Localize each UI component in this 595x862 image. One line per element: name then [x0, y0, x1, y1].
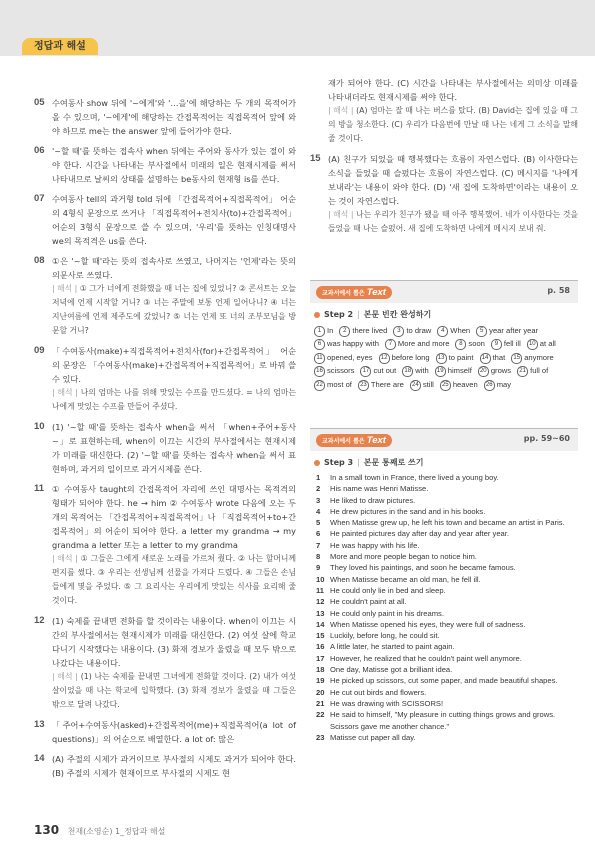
sentence-line	[316, 506, 572, 517]
choice-number: 17	[360, 366, 371, 377]
answer-choice	[314, 378, 352, 391]
page-reference: pp. 59~60	[523, 434, 570, 443]
choice-text: More and more	[397, 339, 450, 349]
choice-number: 15	[511, 353, 522, 364]
sentence-number: 12	[316, 597, 325, 607]
choice-text: When	[450, 326, 471, 335]
sentence-line	[316, 540, 572, 551]
answer-item	[310, 152, 578, 236]
item-number: 05	[34, 97, 45, 108]
choice-number: 4	[437, 326, 448, 337]
sentence-number: 16	[316, 642, 325, 652]
item-number: 06	[34, 145, 45, 156]
choice-number: 13	[436, 353, 447, 364]
sentence-number: 20	[316, 687, 325, 697]
sentence-number: 13	[316, 608, 325, 618]
sentence-number: 21	[316, 698, 325, 708]
sentence-text: He couldn't paint at all.	[330, 597, 407, 607]
choice-text: was happy with	[327, 339, 379, 349]
item-number: 08	[34, 255, 45, 266]
answer-item	[34, 420, 296, 476]
sentence-line	[316, 495, 572, 506]
choice-text: cut out	[373, 366, 397, 376]
choice-text: with	[415, 366, 429, 376]
choice-text: scissors	[327, 366, 355, 376]
answer-choice	[484, 378, 511, 391]
page-footer	[34, 823, 165, 837]
page-reference: p. 58	[547, 286, 570, 295]
answer-text: 수여동사 show 뒤에 '~에게'와 '…을'에 해당하는 두 개의 목적어가 올 수 있으며, '~에게'에 해당하는 간접목적어는 직접목적어 앞에 와야 하므로 me는 the answer 앞에 들어가야 한다.	[52, 98, 296, 136]
sentence-text: He could only lie in bed and sleep.	[330, 585, 446, 595]
step-heading: Step 3 | 본문 통째로 쓰기	[314, 457, 578, 468]
answer-choice	[527, 337, 556, 350]
choice-text: opened, eyes	[327, 352, 373, 362]
choice-text: there lived	[352, 326, 388, 335]
sentence-text: He could only paint in his dreams.	[330, 608, 444, 618]
sentence-text: However, he realized that he couldn't paint well anymore.	[330, 653, 522, 663]
answer-text: (A) 주절의 시제가 과거이므로 부사절의 시제도 과거가 되어야 한다. (B) 주절의 시제가 현재이므로 부사절의 시제도 현	[52, 754, 296, 778]
sentence-number: 9	[316, 563, 321, 573]
choice-number: 23	[358, 380, 369, 391]
item-number: 09	[34, 345, 45, 356]
sentence-number: 5	[316, 518, 321, 528]
sentence-line	[316, 732, 572, 743]
answer-item	[34, 254, 296, 338]
translation: | 해석 | 나는 우리가 친구가 됐을 때 아주 행복했어. 네가 이사한다는 것을 들었을 때 나는 슬펐어. 새 집에 도착하면 나에게 메시지 보내 줘.	[328, 210, 578, 233]
sentence-line	[316, 653, 572, 664]
sentence-text: He drew pictures in the sand and in his books.	[330, 506, 486, 516]
answer-item	[34, 344, 296, 414]
choice-text: year after year	[489, 326, 539, 335]
answer-choice	[480, 351, 506, 364]
choice-number: 21	[517, 366, 528, 377]
choice-number: 20	[478, 366, 489, 377]
answer-text: 「수여동사(make)+직접목적어+전치사(for)+간접목적어」 어순의 문장은 「수여동사(make)+간접목적어+직접목적어」로 바꿔 쓸 수 있다.	[52, 346, 296, 384]
choice-number: 18	[402, 366, 413, 377]
answer-choices	[310, 324, 578, 391]
answer-choice	[436, 351, 474, 364]
choice-text: There are	[370, 379, 404, 389]
choice-number: 5	[476, 326, 487, 337]
sentence-number: 3	[316, 495, 321, 505]
translation: | 해석 | (A) 엄마는 잘 때 나는 버스를 탔다. (B) David는 집에 있을 때 그의 방을 청소한다. (C) 우리가 다음번에 만날 때 나는 네게 그 소식을 말해 줄 것이다.	[328, 106, 578, 143]
choice-number: 16	[314, 366, 325, 377]
answer-choice	[410, 378, 434, 391]
answer-choice	[314, 324, 333, 337]
choice-text: fell ill	[503, 339, 521, 349]
sentence-list	[310, 472, 578, 743]
item-number: 13	[34, 719, 45, 730]
choice-number: 8	[455, 339, 466, 350]
answer-item	[34, 752, 296, 780]
answer-text: (1) '~할 때'를 뜻하는 접속사 when을 써서 「when+주어+동사 ~」로 표현하는데, when이 이끄는 시간의 부사절에서는 현재시제가 미래를 대신한다. (2) '~할 때'를 뜻하는 접속사 when을 써서 표현하며, 과거의 일이므로 과거시제를 쓴다.	[52, 422, 296, 474]
answer-item	[34, 192, 296, 248]
choice-text: at all	[539, 339, 556, 349]
sentence-line	[316, 585, 572, 596]
sentence-text: He cut out birds and flowers.	[330, 687, 427, 697]
box-header	[310, 429, 578, 451]
sentence-number: 2	[316, 484, 321, 494]
choice-text: before long	[391, 352, 430, 362]
answer-choice	[478, 364, 511, 377]
item-number: 15	[310, 153, 321, 164]
choice-number: 3	[393, 326, 404, 337]
sentence-line	[316, 574, 572, 585]
textbook-badge: 교과서에서 뽑은 Text	[316, 434, 392, 447]
answer-choice	[393, 324, 431, 337]
sentence-text: A little later, he started to paint again.	[330, 642, 455, 652]
sentence-line	[316, 596, 572, 607]
sentence-line	[316, 562, 572, 573]
answer-choice	[437, 324, 470, 337]
sentence-line	[316, 551, 572, 562]
sentence-line	[316, 517, 572, 528]
item-number: 14	[34, 753, 45, 764]
choice-number: 22	[314, 380, 325, 391]
sentence-number: 4	[316, 506, 321, 516]
choice-text: to draw	[406, 326, 432, 335]
sentence-text: He liked to draw pictures.	[330, 495, 416, 505]
bullet-icon	[314, 312, 320, 318]
answer-choice	[435, 364, 472, 377]
choice-number: 10	[527, 339, 538, 350]
choice-text: heaven	[452, 379, 478, 389]
text-box-step2	[310, 280, 578, 427]
answer-text: 「주어+수여동사(asked)+간접목적어(me)+직접목적어(a lot of questions)」의 어순으로 배열한다. a lot of: 많은	[52, 720, 296, 744]
sentence-text: He was drawing with SCISSORS!	[330, 698, 444, 708]
sentence-text: More and more people began to notice him.	[330, 552, 477, 562]
answer-choice	[379, 351, 430, 364]
answer-item	[34, 614, 296, 712]
answer-choice	[314, 337, 379, 350]
answer-choice	[517, 364, 548, 377]
sentence-text: He picked up scissors, cut some paper, and made beautiful shapes.	[330, 676, 558, 686]
choice-text: that	[492, 352, 506, 362]
answer-choice	[360, 364, 396, 377]
item-number: 12	[34, 615, 45, 626]
answer-item	[34, 482, 296, 608]
textbook-badge: 교과서에서 뽑은 Text	[316, 286, 392, 299]
header-band	[0, 0, 595, 56]
answer-text: ①은 '~할 때'라는 뜻의 접속사로 쓰였고, 나머지는 '언제'라는 뜻의 의문사로 쓰였다.	[52, 256, 296, 280]
answer-choice	[440, 378, 478, 391]
choice-text: most of	[327, 379, 352, 389]
sentence-line	[316, 675, 572, 686]
sentence-text: One day, Matisse got a brilliant idea.	[330, 665, 453, 675]
sentence-number: 1	[316, 473, 321, 482]
choice-text: may	[496, 379, 512, 389]
answer-choice	[511, 351, 554, 364]
choice-number: 24	[410, 380, 421, 391]
sentence-text: He painted pictures day after day and year after year.	[330, 529, 509, 539]
answer-text: '~할 때'를 뜻하는 접속사 when 뒤에는 주어와 동사가 있는 절이 와야 한다. 시간을 나타내는 부사절에서 미래의 일은 현재시제를 써서 나타내므로 날씨의 상태를 설명하는 be동사의 현재형 is를 쓴다.	[52, 146, 296, 184]
choice-text: soon	[468, 339, 485, 349]
answer-choice	[455, 337, 484, 350]
sentence-number: 15	[316, 631, 325, 641]
translation: | 해석 | 나의 엄마는 나를 위해 맛있는 수프를 만드셨다. = 나의 엄마는 나에게 맛있는 수프를 만들어 주셨다.	[52, 388, 296, 411]
answer-text: 수여동사 tell의 과거형 told 뒤에 「간접목적어+직접목적어」 어순의 4형식 문장으로 쓰거나 「직접목적어+전치사(to)+간접목적어」 어순의 3형식 문장으로 쓸 수 있으며, '우리'를 뜻하는 인칭대명사 we의 목적격은 us를 쓴다.	[52, 194, 296, 246]
choice-number: 6	[314, 339, 325, 350]
sentence-text: When Matisse opened his eyes, they were full of sadness.	[330, 619, 526, 629]
choice-number: 19	[435, 366, 446, 377]
choice-text: anymore	[524, 352, 554, 362]
sentence-text: In a small town in France, there lived a young boy.	[330, 473, 499, 482]
answer-choice	[314, 351, 373, 364]
bullet-icon	[314, 460, 320, 466]
choice-number: 26	[484, 380, 495, 391]
translation: | 해석 | (1) 나는 숙제를 끝내면 그녀에게 전화할 것이다. (2) 내가 여섯 살이었을 때 나는 학교에 입학했다. (3) 화재 경보가 울렸을 때 그들은 밖으로 달려 나갔다.	[52, 672, 296, 709]
sentence-text: His name was Henri Matisse.	[330, 484, 429, 494]
section-tab: 정답과 해설	[22, 38, 98, 55]
answer-item	[34, 144, 296, 186]
choice-number: 14	[480, 353, 491, 364]
sentence-text: He was happy with his life.	[330, 540, 420, 550]
sentence-line	[316, 528, 572, 539]
item-number: 07	[34, 193, 45, 204]
sentence-number: 18	[316, 665, 325, 675]
sentence-text: When Matisse grew up, he left his town and became an artist in Paris.	[330, 518, 565, 528]
answer-choice	[491, 337, 521, 350]
choice-text: In	[327, 326, 334, 335]
sentence-number: 11	[316, 585, 325, 595]
answer-choice	[314, 364, 354, 377]
sentence-number: 17	[316, 653, 325, 663]
choice-number: 7	[385, 339, 396, 350]
item-number: 11	[34, 483, 45, 494]
answer-text: (1) 숙제를 끝내면 전화를 할 것이라는 내용이다. when이 이끄는 시간의 부사절에서는 현재시제가 미래를 대신한다. (2) 여섯 살에 학교 다니기 시작했다는 내용이다. (3) 화재 경보가 울렸을 때 모두 밖으로 나갔다는 내용이다.	[52, 616, 296, 668]
right-column	[310, 76, 578, 242]
sentence-line	[316, 630, 572, 641]
sentence-number: 23	[316, 732, 325, 742]
answer-text: 재가 되어야 한다. (C) 시간을 나타내는 부사절에서는 의미상 미래를 나타내더라도 현재시제를 써야 한다.	[328, 78, 578, 102]
sentence-text: They loved his paintings, and soon he became famous.	[330, 563, 516, 573]
sentence-number: 22	[316, 710, 325, 720]
choice-text: to paint	[448, 352, 474, 362]
choice-number: 12	[379, 353, 390, 364]
text-box-step3	[310, 428, 578, 809]
sentence-line	[316, 641, 572, 652]
answer-choice	[339, 324, 387, 337]
translation: | 해석 | ① 그가 너에게 전화했을 때 너는 집에 있었니? ② 콘서트는 오늘 저녁에 언제 시작할 거니? ③ 너는 주말에 보통 언제 일어나니? ④ 너는 지난여름에 언제 제주도에 갔었니? ⑤ 너는 언제 또 너의 조부모님을 방문할 거니?	[52, 284, 297, 335]
sentence-line	[316, 483, 572, 494]
page-number: 130	[34, 823, 60, 837]
answer-choice	[402, 364, 429, 377]
translation: | 해석 | ① 그들은 그에게 새로운 노래를 가르쳐 줬다. ② 나는 할머니께 편지를 썼다. ③ 우리는 선생님께 선물을 가져다 드렸다. ④ 그들은 손님들에게 몇을 주었다. ⑤ 그 요리사는 우리에게 맛있는 식사를 요리해 줄 것이다.	[52, 554, 296, 605]
choice-number: 9	[491, 339, 502, 350]
choice-text: still	[422, 379, 434, 389]
answer-text: (A) 친구가 되었을 때 행복했다는 흐름이 자연스럽다. (B) 이사한다는 소식을 들었을 때 슬펐다는 흐름이 자연스럽다. (C) 메시지를 '나에게 보내라'는 내용이 와야 한다. (D) '새 집에 도착하면'이라는 내용이 오는 것이 자연스럽다.	[328, 154, 578, 206]
sentence-number: 8	[316, 552, 321, 562]
answer-choice	[476, 324, 538, 337]
box-header	[310, 281, 578, 303]
sentence-text: Matisse cut paper all day.	[330, 732, 416, 742]
choice-number: 1	[314, 326, 325, 337]
sentence-number: 6	[316, 529, 321, 539]
sentence-text: He said to himself, "My pleasure in cutting things grows and grows. Scissors gave me another chance."	[330, 710, 556, 731]
sentence-line	[316, 608, 572, 619]
sentence-line	[316, 687, 572, 698]
choice-text: himself	[447, 366, 472, 376]
sentence-text: Luckily, before long, he could sit.	[330, 631, 440, 641]
sentence-text: When Matisse became an old man, he fell ill.	[330, 574, 481, 584]
left-column	[34, 96, 296, 786]
choice-number: 25	[440, 380, 451, 391]
choice-text: full of	[530, 366, 549, 376]
choice-number: 2	[339, 326, 350, 337]
footer-text: 천재(소영순) 1_정답과 해설	[67, 827, 166, 836]
choice-text: grows	[490, 366, 512, 376]
item-number: 10	[34, 421, 45, 432]
sentence-number: 19	[316, 676, 325, 686]
sentence-line	[316, 664, 572, 675]
answer-item	[34, 96, 296, 138]
answer-text: ① 수여동사 taught의 간접목적어 자리에 쓰인 대명사는 목적격의 형태가 되어야 한다. he → him ② 수여동사 wrote 다음에 오는 두 개의 목적어는 「간접목적어+직접목적어」나 「직접목적어+to+간접목적어」의 어순이 되어야 한다. a letter my grandma → my grandma a letter 또는 a letter to my grandma	[52, 484, 296, 550]
sentence-line	[316, 619, 572, 630]
choice-number: 11	[314, 353, 325, 364]
answer-item-14-continued	[310, 76, 578, 146]
answer-item	[34, 718, 296, 746]
sentence-line	[316, 472, 572, 483]
step-heading: Step 2 | 본문 빈칸 완성하기	[314, 309, 578, 320]
answer-choice	[358, 378, 404, 391]
sentence-line	[316, 709, 572, 732]
sentence-number: 7	[316, 540, 321, 550]
answer-choice	[385, 337, 450, 350]
sentence-number: 10	[316, 574, 325, 584]
sentence-number: 14	[316, 619, 325, 629]
sentence-line	[316, 698, 572, 709]
